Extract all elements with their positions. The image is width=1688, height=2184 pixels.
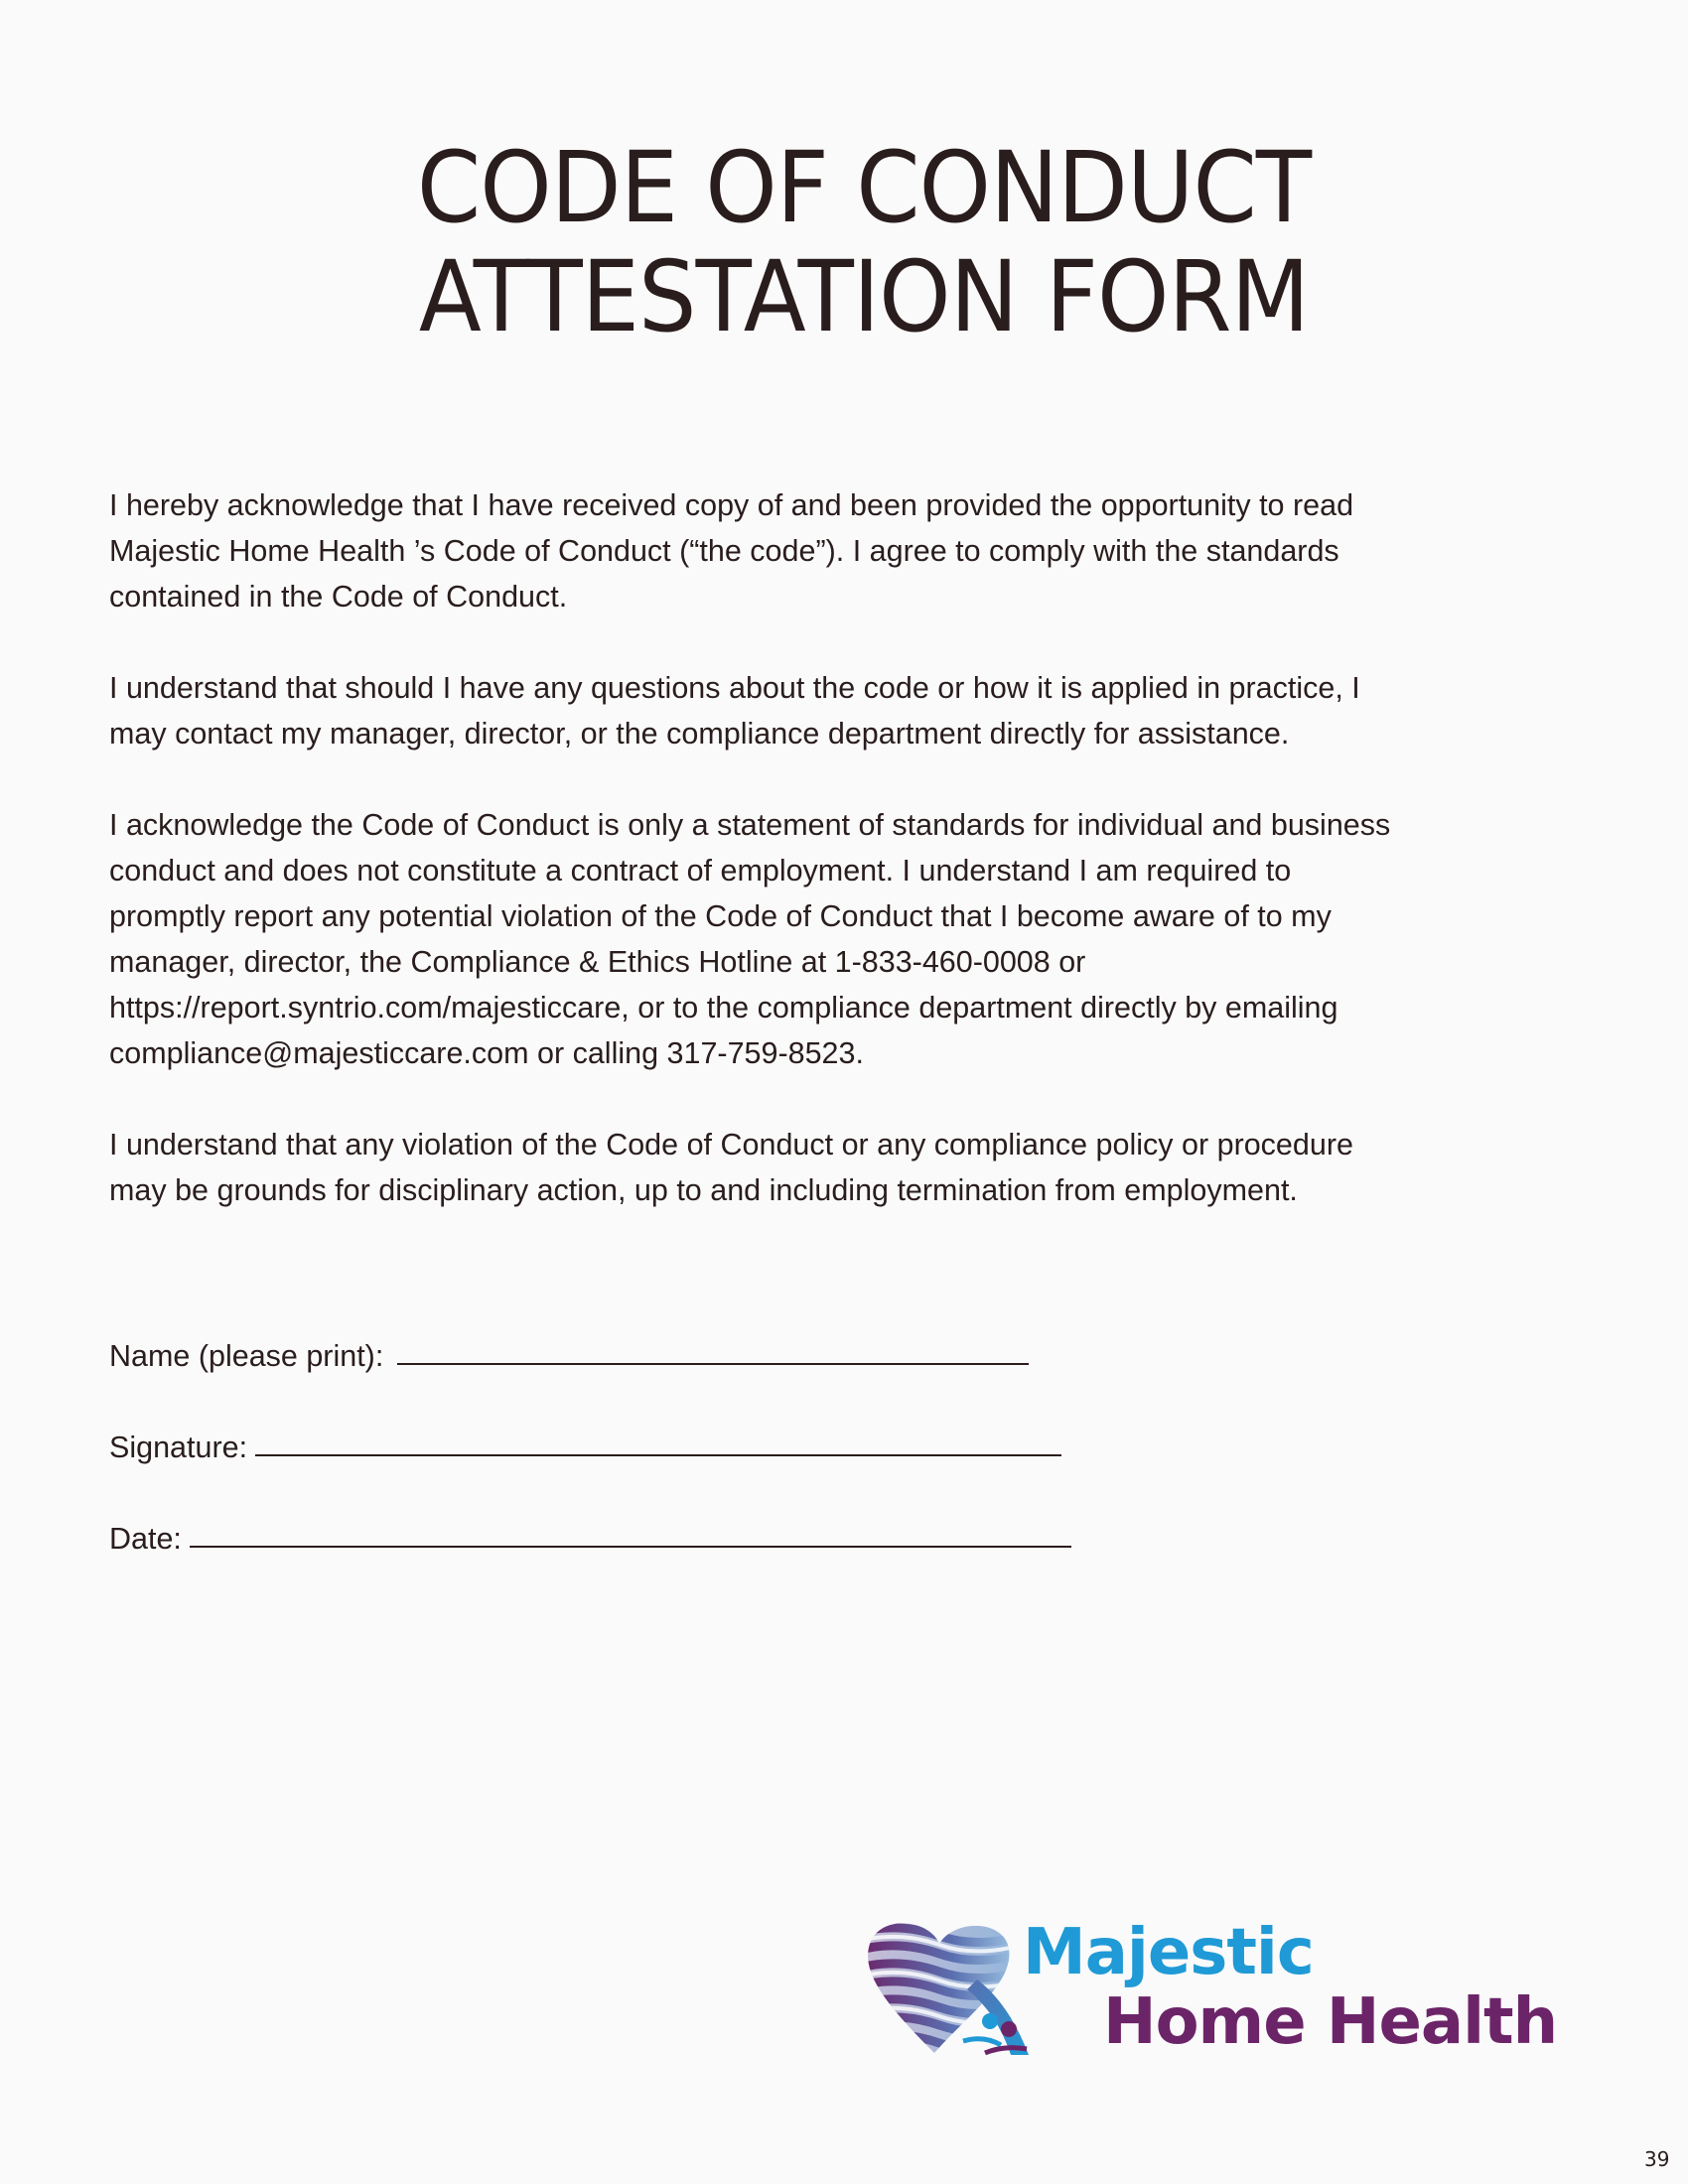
text-line-email: compliance@majesticcare.com or calling 317-759-8523.	[109, 1036, 864, 1070]
paragraph-violations	[109, 1122, 1599, 1213]
text-line: I understand that should I have any questions about the code or how it is applied in practice, I	[109, 671, 1360, 705]
paragraph-acknowledgement	[109, 482, 1599, 619]
paragraph-reporting	[109, 802, 1599, 1076]
page-number: 39	[1644, 2147, 1670, 2171]
signature-form	[109, 1328, 1102, 1602]
date-input-line[interactable]	[190, 1546, 1071, 1548]
signature-label: Signature:	[109, 1431, 248, 1464]
text-line: conduct and does not constitute a contract of employment. I understand I am required to	[109, 854, 1292, 887]
heart-logo-icon	[860, 1914, 1029, 2073]
date-field	[109, 1511, 1102, 1557]
date-label: Date:	[109, 1522, 182, 1556]
text-line: I understand that any violation of the Code of Conduct or any compliance policy or procedure	[109, 1128, 1353, 1161]
name-label: Name (please print):	[109, 1339, 384, 1373]
signature-input-line[interactable]	[255, 1454, 1061, 1456]
paragraph-questions	[109, 665, 1599, 756]
page-title	[61, 131, 1667, 354]
text-line-hotline: manager, director, the Compliance & Ethics Hotline at 1-833-460-0008 or	[109, 945, 1086, 979]
logo-text-home-health: Home Health	[1103, 1985, 1558, 2059]
company-logo	[860, 1914, 1569, 2073]
text-line-report-url: https://report.syntrio.com/majesticcare, or to the compliance department directly by emailing	[109, 991, 1338, 1024]
text-line: promptly report any potential violation of the Code of Conduct that I become aware of to my	[109, 899, 1332, 933]
title-line-2: ATTESTATION FORM	[418, 240, 1310, 354]
text-line: contained in the Code of Conduct.	[109, 580, 568, 614]
attestation-body	[109, 482, 1599, 1259]
text-line: may contact my manager, director, or the compliance department directly for assistance.	[109, 717, 1290, 751]
text-line: I acknowledge the Code of Conduct is only a statement of standards for individual and business	[109, 808, 1391, 842]
text-line: may be grounds for disciplinary action, up to and including termination from employment.	[109, 1173, 1298, 1207]
name-input-line[interactable]	[397, 1363, 1029, 1365]
signature-field	[109, 1420, 1102, 1465]
title-line-1: CODE OF CONDUCT	[416, 131, 1312, 245]
text-line: Majestic Home Health ’s Code of Conduct (“the code”). I agree to comply with the standards	[109, 534, 1339, 568]
name-field	[109, 1328, 1102, 1374]
logo-text-majestic: Majestic	[1023, 1916, 1314, 1989]
text-line: I hereby acknowledge that I have received copy of and been provided the opportunity to read	[109, 488, 1354, 522]
